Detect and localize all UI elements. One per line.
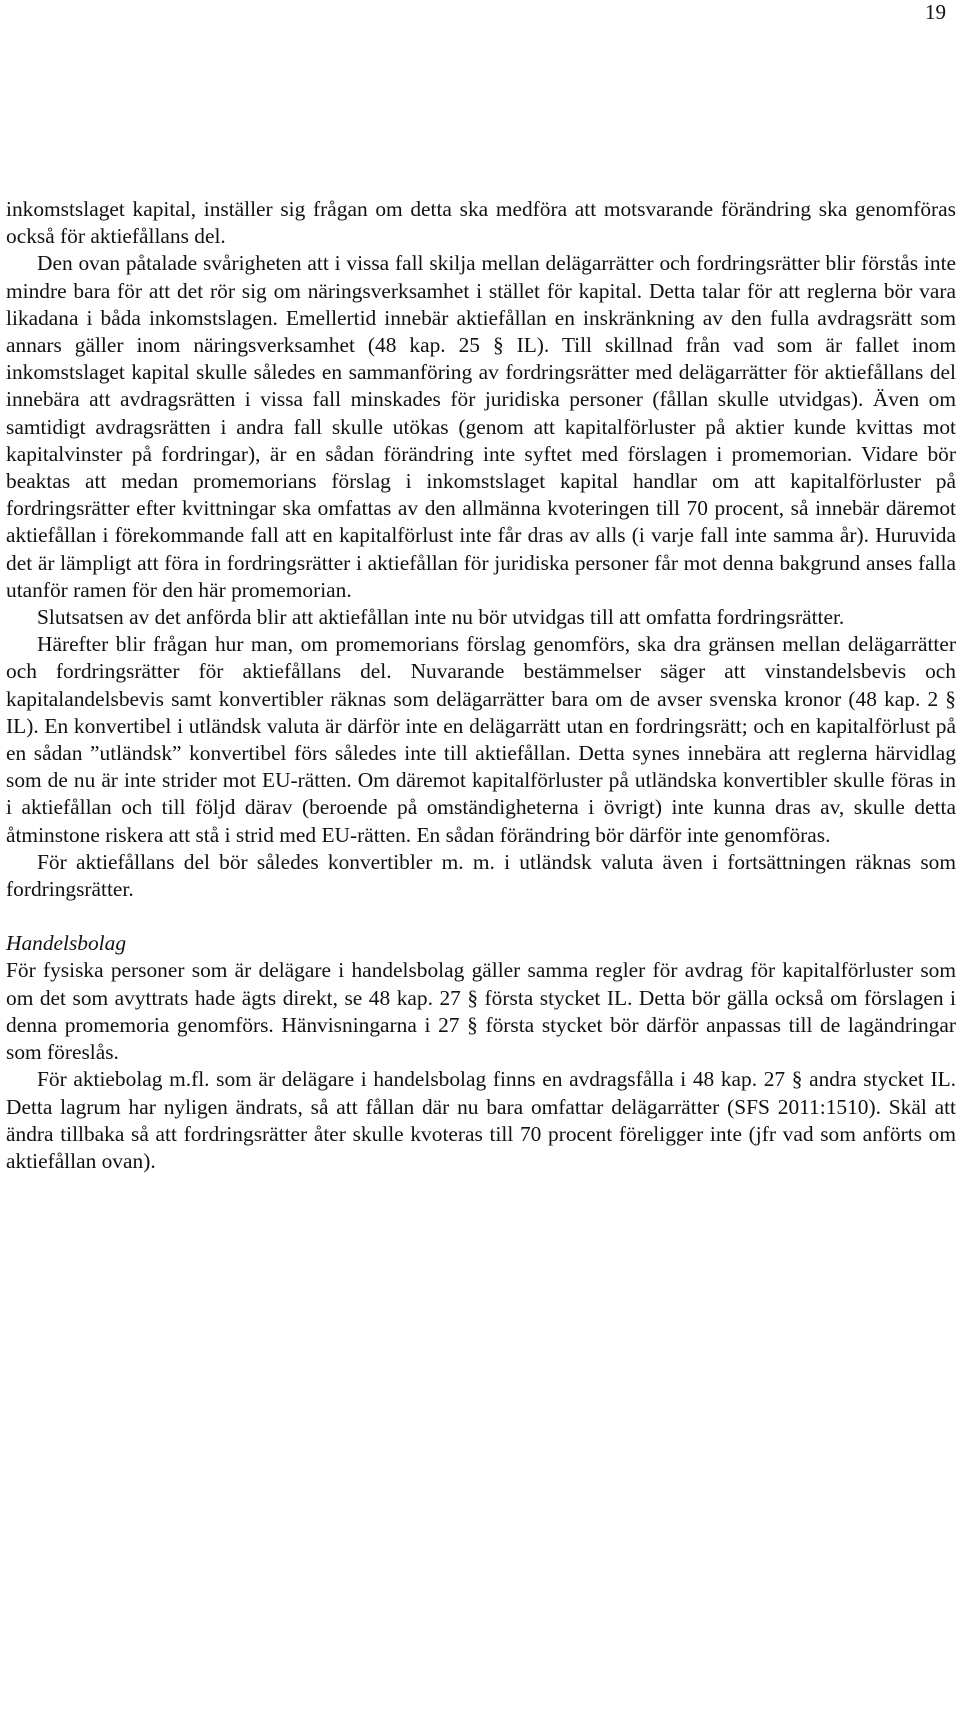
paragraph-konvertibler: För aktiefållans del bör således konvertibler m. m. i utländsk valuta även i fortsättningen räknas som fordringsrätter. — [6, 849, 956, 902]
paragraph-aktiebolag: För aktiebolag m.fl. som är delägare i handelsbolag finns en avdragsfålla i 48 kap. 27 § andra stycket IL. Detta lagrum har nyligen ändrats, så att fållan där nu bara omfattar delägarrätter (SFS 2011:1510). Skäl att ändra tillbaka så att fordringsrätter åter skulle kvoteras till 70 procent föreligger inte (jfr vad som anförts om aktiefållan ovan). — [6, 1067, 956, 1173]
paragraph-fysiska-personer: För fysiska personer som är delägare i handelsbolag gäller samma regler för avdrag för kapitalförluster som om det som avyttrats hade ägts direkt, se 48 kap. 27 § första stycket IL. Detta bör gälla också om förslagen i denna promemoria genomförs. Hänvisningarna i 27 § första stycket bör därför anpassas till de lagändringar som föreslås. — [6, 958, 956, 1065]
paragraph-slutsats: Slutsatsen av det anförda blir att aktiefållan inte nu bör utvidgas till att omfatta fordringsrätter. — [37, 605, 845, 630]
paragraph-gransdragning: Härefter blir frågan hur man, om promemorians förslag genomförs, ska dra gränsen mellan delägarrätter och fordringsrätter för aktiefållans del. Nuvarande bestämmelser säger att vinstandelsbevis och kapitalandelsbevis samt konvertibler räknas som delägarrätter bara om de avser svenska kronor (48 kap. 2 § IL). En konvertibel i utländsk valuta är därför inte en delägarrätt utan en fordringsrätt; och en kapitalförlust på en sådan ”utländsk” konvertibel förs således inte till aktiefållan. Detta synes innebära att reglerna härvidlag som de nu är inte strider mot EU-rätten. Om däremot kapitalförluster på utländska konvertibler skulle föras in i aktiefållan och till följd därav (beroende på omständigheterna i övrigt) inte kunna dras av, skulle detta åtminstone riskera att stå i strid med EU-rätten. En sådan förändring bör därför inte genomföras. — [6, 632, 956, 847]
paragraph-continuation: inkomstslaget kapital, inställer sig frågan om detta ska medföra att motsvarande förändring ska genomföras också för aktiefållans del. — [6, 197, 956, 249]
paragraph-delagarratter-fordringsratter: Den ovan påtalade svårigheten att i vissa fall skilja mellan delägarrätter och fordringsrätter blir förstås inte mindre bara för att det rör sig om näringsverksamhet i stället för kapital. Detta talar för att reglerna bör vara likadana i båda inkomstslagen. Emellertid innebär aktiefållan en inskränkning av den fulla avdragsrätt som annars gäller inom näringsverksamhet (48 kap. 25 § IL). Till skillnad från vad som är fallet inom inkomstslaget kapital skulle således en sammanföring av fordringsrätter med delägarrätter för aktiefållans del innebära att avdragsrätten i vissa fall minskades för juridiska personer (fållan skulle utvidgas). Även om samtidigt avdragsrätten i andra fall skulle utökas (genom att kapitalförluster på aktier kunde kvittas mot kapitalvinster på fordringar), är en sådan förändring inte syftet med förslagen i promemorian. Vidare bör beaktas att medan promemorians förslag i inkomstslaget kapital handlar om att kapitalförluster på fordringsrätter efter kvittningar ska omfattas av den allmänna kvoteringen till 70 procent, så innebär däremot aktiefållan i förekommande fall att en kapitalförlust inte får dras av alls (i varje fall inte samma år). Huruvida det är lämpligt att föra in fordringsrätter i aktiefållan för juridiska personer får mot denna bakgrund anses falla utanför ramen för den här promemorian. — [6, 251, 956, 602]
page-number: 19 — [925, 0, 946, 24]
section-heading-handelsbolag: Handelsbolag — [6, 931, 127, 956]
document-body — [6, 196, 956, 1175]
